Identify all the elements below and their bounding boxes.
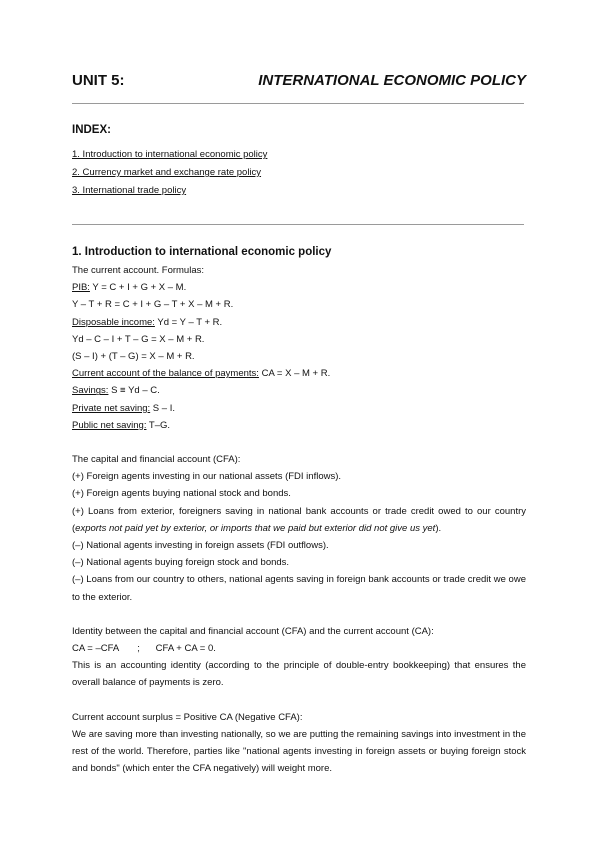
formula-line (72, 382, 526, 399)
identity-text: This is an accounting identity (according to the principle of double-entry bookkeeping) that ensures the overall balance of payments is zero. (72, 660, 526, 689)
spacer (72, 606, 526, 623)
formula-text: Y – T + R = C + I + G – T + X – M + R. (72, 299, 234, 311)
identity-intro: Identity between the capital and financial account (CFA) and the current account (CA): (72, 625, 434, 637)
formula-label: PIB: (72, 282, 90, 294)
formula-label: Current account of the balance of payments: (72, 368, 259, 380)
formula-line (72, 400, 526, 417)
identity-equation: CA = –CFA ; CFA + CA = 0. (72, 643, 216, 655)
formula-label: Public net saving: (72, 419, 147, 431)
formula-text: Yd – C – I + T – G = X – M + R. (72, 333, 205, 345)
formula-label: Private net saving: (72, 402, 151, 414)
index-item (72, 146, 267, 164)
divider (72, 224, 524, 225)
surplus-text: We are saving more than investing nationally, so we are putting the remaining savings into investment in the rest of the world. Therefore, parties like "national agents investing in foreign assets or buying foreign stock and bonds" (which enter the CFA negatively) will weight more. (72, 728, 526, 775)
formula-line (72, 417, 526, 434)
surplus-intro: Current account surplus = Positive CA (Negative CFA): (72, 711, 303, 723)
formula-line (72, 279, 526, 296)
section-title: 1. Introduction to international economic policy (72, 246, 332, 258)
formula-line (72, 365, 526, 382)
formula-text: Yd = Y – T + R. (154, 316, 223, 328)
index-link-1[interactable]: 1. Introduction to international economic policy (72, 149, 268, 160)
cfa-intro: The capital and financial account (CFA): (72, 454, 241, 466)
cfa-item: (–) National agents buying foreign stock and bonds. (72, 557, 290, 569)
current-account-intro: The current account. Formulas: (72, 265, 204, 276)
unit-header (72, 72, 526, 94)
index-heading: INDEX: (72, 124, 111, 136)
formula-text: Y = C + I + G + X – M. (89, 282, 187, 294)
unit-number: UNIT 5: (72, 72, 125, 89)
formula-text: CA = X – M + R. (258, 368, 331, 380)
index-item (72, 182, 267, 200)
cfa-item (72, 503, 526, 537)
formula-label: Savings: (72, 385, 109, 397)
unit-title: INTERNATIONAL ECONOMIC POLICY (258, 72, 526, 89)
formula-line (72, 348, 526, 365)
formula-text: (S – I) + (T – G) = X – M + R. (72, 351, 195, 363)
cfa-item-after: ). (435, 522, 442, 534)
cfa-item: (–) National agents investing in foreign assets (FDI outflows). (72, 540, 329, 552)
formula-label: Disposable income: (72, 316, 155, 328)
cfa-item: (+) Foreign agents buying national stock and bonds. (72, 488, 291, 500)
formula-text: S – I. (150, 402, 175, 414)
section-1 (72, 244, 526, 777)
cfa-item-italic: exports not paid yet by exterior, or imports that we paid but exterior did not give us yet (75, 522, 436, 534)
divider (72, 103, 524, 104)
formula-line (72, 331, 526, 348)
cfa-item: (+) Foreign agents investing in our national assets (FDI inflows). (72, 471, 342, 483)
cfa-item: (–) Loans from our country to others, national agents saving in foreign bank accounts or trade credit we owe to the exterior. (72, 574, 526, 603)
spacer (72, 692, 526, 709)
spacer (72, 434, 526, 451)
index-item (72, 164, 267, 182)
formula-text: T–G. (146, 419, 171, 431)
formula-text: S ≡ Yd – C. (108, 385, 160, 397)
cfa-item-text: (+) Loans from exterior, foreigners saving in national bank accounts or trade credit owed to our country ( (72, 505, 526, 534)
index-link-2[interactable]: 2. Currency market and exchange rate policy (72, 167, 262, 178)
formula-line (72, 314, 526, 331)
index-link-3[interactable]: 3. International trade policy (72, 185, 187, 196)
formula-line (72, 296, 526, 313)
index-list (72, 146, 267, 200)
